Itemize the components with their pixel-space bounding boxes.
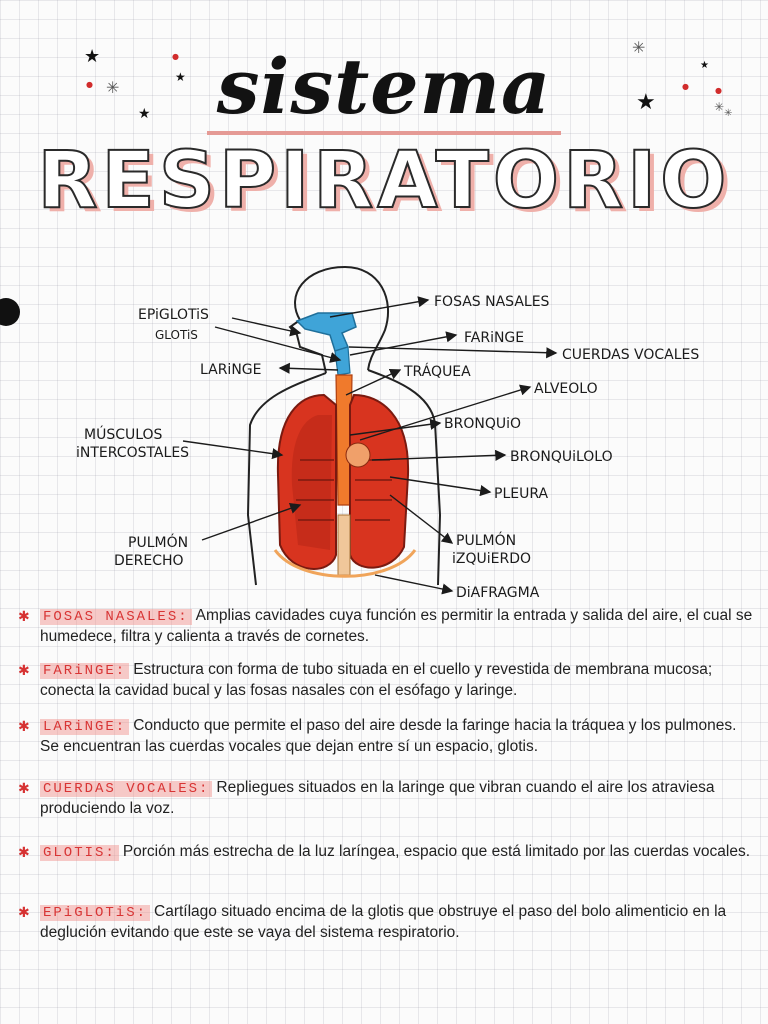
label-pulmon-der-1: PULMÓN — [128, 535, 189, 551]
bullet-star-icon: ✱ — [18, 904, 30, 920]
label-pulmon-der-2: DERECHO — [114, 553, 184, 569]
asterisk-icon: ✳ — [714, 100, 725, 114]
star-icon: ★ — [84, 46, 101, 67]
left-lung — [350, 395, 408, 568]
definition-text: Conducto que permite el paso del aire desde la faringe hacia la tráquea y los pulmones. Se encuentran las cuerdas vocales que dejan entre sí un espacio, glotis. — [40, 717, 737, 755]
definition-term: EPiGLOTiS: — [40, 905, 150, 921]
bullet-star-icon: ✱ — [18, 780, 30, 796]
label-pleura: PLEURA — [494, 486, 549, 502]
bullet-star-icon: ✱ — [18, 608, 30, 624]
star-icon: ★ — [175, 70, 186, 84]
definition-text: Porción más estrecha de la luz laríngea, espacio que está limitado por las cuerdas vocales. — [122, 843, 751, 860]
label-cuerdas: CUERDAS VOCALES — [562, 347, 700, 363]
definition-term: CUERDAS VOCALES: — [40, 781, 212, 797]
label-glotis: GLOTiS — [155, 328, 198, 342]
definition-item — [18, 716, 758, 757]
label-pulmon-izq-2: iZQUiERDO — [452, 551, 532, 567]
label-fosas: FOSAS NASALES — [434, 294, 550, 310]
star-icon: ★ — [636, 90, 656, 115]
definition-term: FOSAS NASALES: — [40, 609, 192, 625]
label-laringe: LARiNGE — [200, 362, 262, 378]
label-bronquilolo: BRONQUiLOLO — [510, 449, 613, 465]
bullet-star-icon: ✱ — [18, 844, 30, 860]
bullet-star-icon: ✱ — [18, 718, 30, 734]
arrow-laringe — [280, 368, 338, 370]
definition-text: Repliegues situados en la laringe que vibran cuando el aire los atraviesa produciendo la voz. — [40, 779, 715, 817]
label-musculos-2: iNTERCOSTALES — [76, 445, 190, 461]
title-script-text: sistema — [207, 42, 562, 135]
dot-icon: ● — [715, 86, 722, 95]
label-diafragma: DiAFRAGMA — [456, 585, 540, 600]
label-epiglotis: EPiGLOTiS — [138, 307, 209, 323]
label-pulmon-izq-1: PULMÓN — [456, 533, 517, 549]
nasal-airway — [297, 313, 356, 351]
definition-text: Estructura con forma de tubo situada en el cuello y revestida de membrana mucosa; conecta la cavidad bucal y las fosas nasales con el esófago y laringe. — [40, 661, 713, 699]
definition-item — [18, 902, 758, 943]
definition-term: FARiNGE: — [40, 663, 129, 679]
arrow-fosas — [330, 300, 428, 317]
definition-item — [18, 842, 758, 863]
asterisk-icon: ✳ — [724, 108, 733, 119]
alveolus-cluster — [346, 443, 370, 467]
label-traquea: TRÁQUEA — [404, 364, 471, 380]
arrow-epiglotis — [232, 318, 300, 333]
dot-icon: ● — [172, 52, 179, 61]
dot-icon: ● — [86, 80, 93, 89]
respiratory-diagram — [0, 255, 768, 600]
star-icon: ★ — [700, 60, 709, 71]
definition-text: Cartílago situado encima de la glotis que obstruye el paso del bolo alimenticio en la deglución evitando que este se vaya del sistema respiratorio. — [40, 903, 727, 941]
arrow-faringe — [350, 335, 456, 355]
label-alveolo: ALVEOLO — [534, 381, 598, 397]
definition-item — [18, 778, 758, 819]
star-icon: ★ — [138, 106, 151, 122]
label-faringe: FARiNGE — [464, 330, 525, 346]
asterisk-icon: ✳ — [106, 78, 120, 97]
definition-term: LARiNGE: — [40, 719, 129, 735]
bullet-star-icon: ✱ — [18, 662, 30, 678]
definition-term: GLOTIS: — [40, 845, 119, 861]
label-musculos-1: MÚSCULOS — [84, 427, 163, 443]
dot-icon: ● — [682, 82, 689, 91]
definition-text: Amplias cavidades cuya función es permitir la entrada y salida del aire, el cual se humedece, filtra y calienta a través de cornetes. — [40, 607, 753, 645]
arrow-diafragma — [375, 575, 452, 591]
spine — [338, 515, 350, 575]
asterisk-icon: ✳ — [632, 38, 646, 57]
title-block: RESPIRATORIO — [37, 136, 731, 226]
label-bronquio: BRONQUiO — [444, 416, 521, 432]
definition-item — [18, 606, 758, 647]
title-script — [0, 42, 768, 131]
arrow-musculos — [183, 441, 282, 455]
arrow-traquea — [346, 370, 400, 395]
pharynx — [335, 347, 350, 375]
definition-item — [18, 660, 758, 701]
